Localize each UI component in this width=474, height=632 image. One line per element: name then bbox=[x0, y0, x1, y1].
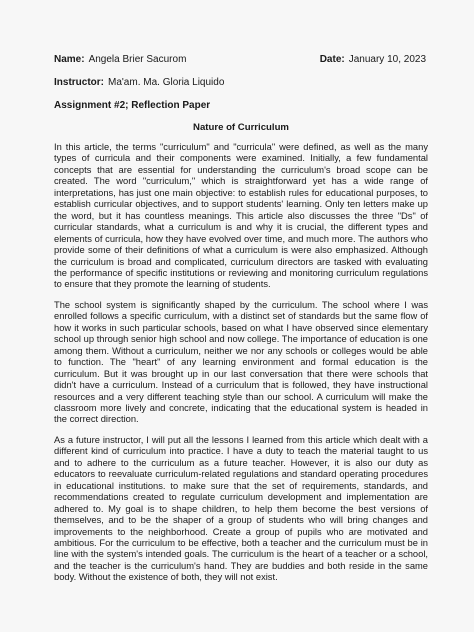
paper-title: Nature of Curriculum bbox=[193, 122, 289, 133]
paragraph-1: In this article, the terms "curriculum" and "curricula" were defined, as well as the many types of curricula and their components were examined. Initially, a few fundamental concepts that are essential for understanding the curriculum's broad scope can be created. The word "curriculum," which is straightforward yet has a wide range of interpretations, has just one main objective: to establish rules for educational purposes, to establish curricular objectives, and to support students' learning. Only ten letters make up the word, but it has countless meanings. This article also discusses the three "Ds" of curricular standards, what a curriculum is and why it is crucial, the different types and elements of curricula, how they have evolved over time, and much more. The authors who provide some of their definitions of what a curriculum is were also emphasized. Although the curriculum is broad and complicated, curriculum directors are tasked with evaluating the performance of specific institutions or reviewing and monitoring curriculum regulations to ensure that they promote the learning of students. bbox=[54, 142, 428, 290]
date-value: January 10, 2023 bbox=[348, 54, 426, 65]
date-label: Date: bbox=[319, 54, 345, 65]
paragraph-2: The school system is significantly shaped by the curriculum. The school where I was enrolled follows a specific curriculum, with a distinct set of standards but the same flow of how it works in such particular schools, based on what I have observed since elementary school up through senior high school and now college. The importance of education is one among them. Without a curriculum, neither we nor any schools or colleges would be able to function. The "heart" of any learning environment and formal education is the curriculum. But it was brought up in our last conversation that there were schools that didn't have a curriculum. Instead of a curriculum that is followed, they have instructional resources and a very different teaching style than our school. A curriculum will make the classroom more lively and concrete, indicating that the educational system is headed in the correct direction. bbox=[54, 299, 428, 425]
name-value: Angela Brier Sacurom bbox=[88, 54, 187, 65]
assignment-title: Assignment #2; Reflection Paper bbox=[54, 100, 211, 111]
date-field bbox=[320, 54, 428, 66]
name-label: Name: bbox=[54, 54, 85, 65]
assignment-row bbox=[54, 100, 428, 112]
instructor-row bbox=[54, 77, 428, 89]
instructor-value: Ma'am. Ma. Gloria Liquido bbox=[108, 77, 225, 88]
name-field bbox=[54, 54, 186, 66]
header-top-row bbox=[54, 54, 428, 66]
instructor-label: Instructor: bbox=[54, 77, 104, 88]
paragraph-3: As a future instructor, I will put all the lessons I learned from this article which dealt with a different kind of curriculum into practice. I have a duty to teach the material taught to us and to adhere to the curriculum as a future teacher. However, it is also our duty as educators to reevaluate curriculum-related regulations and standard operating procedures in educational institutions. to make sure that the set of requirements, standards, and recommendations created to regulate curriculum development and implementation are adhered to. My goal is to shape children, to help them become the best versions of themselves, and to be the shaper of a group of students who will bring changes and improvements to the neighborhood. Create a group of pupils who are motivated and ambitious. For the curriculum to be effective, both a teacher and the curriculum must be in line with the system's intended goals. The curriculum is the heart of a teacher or a school, and the teacher is the curriculum's hand. They are buddies and both reside in the same body. Without the existence of both, they will not exist. bbox=[54, 434, 428, 583]
